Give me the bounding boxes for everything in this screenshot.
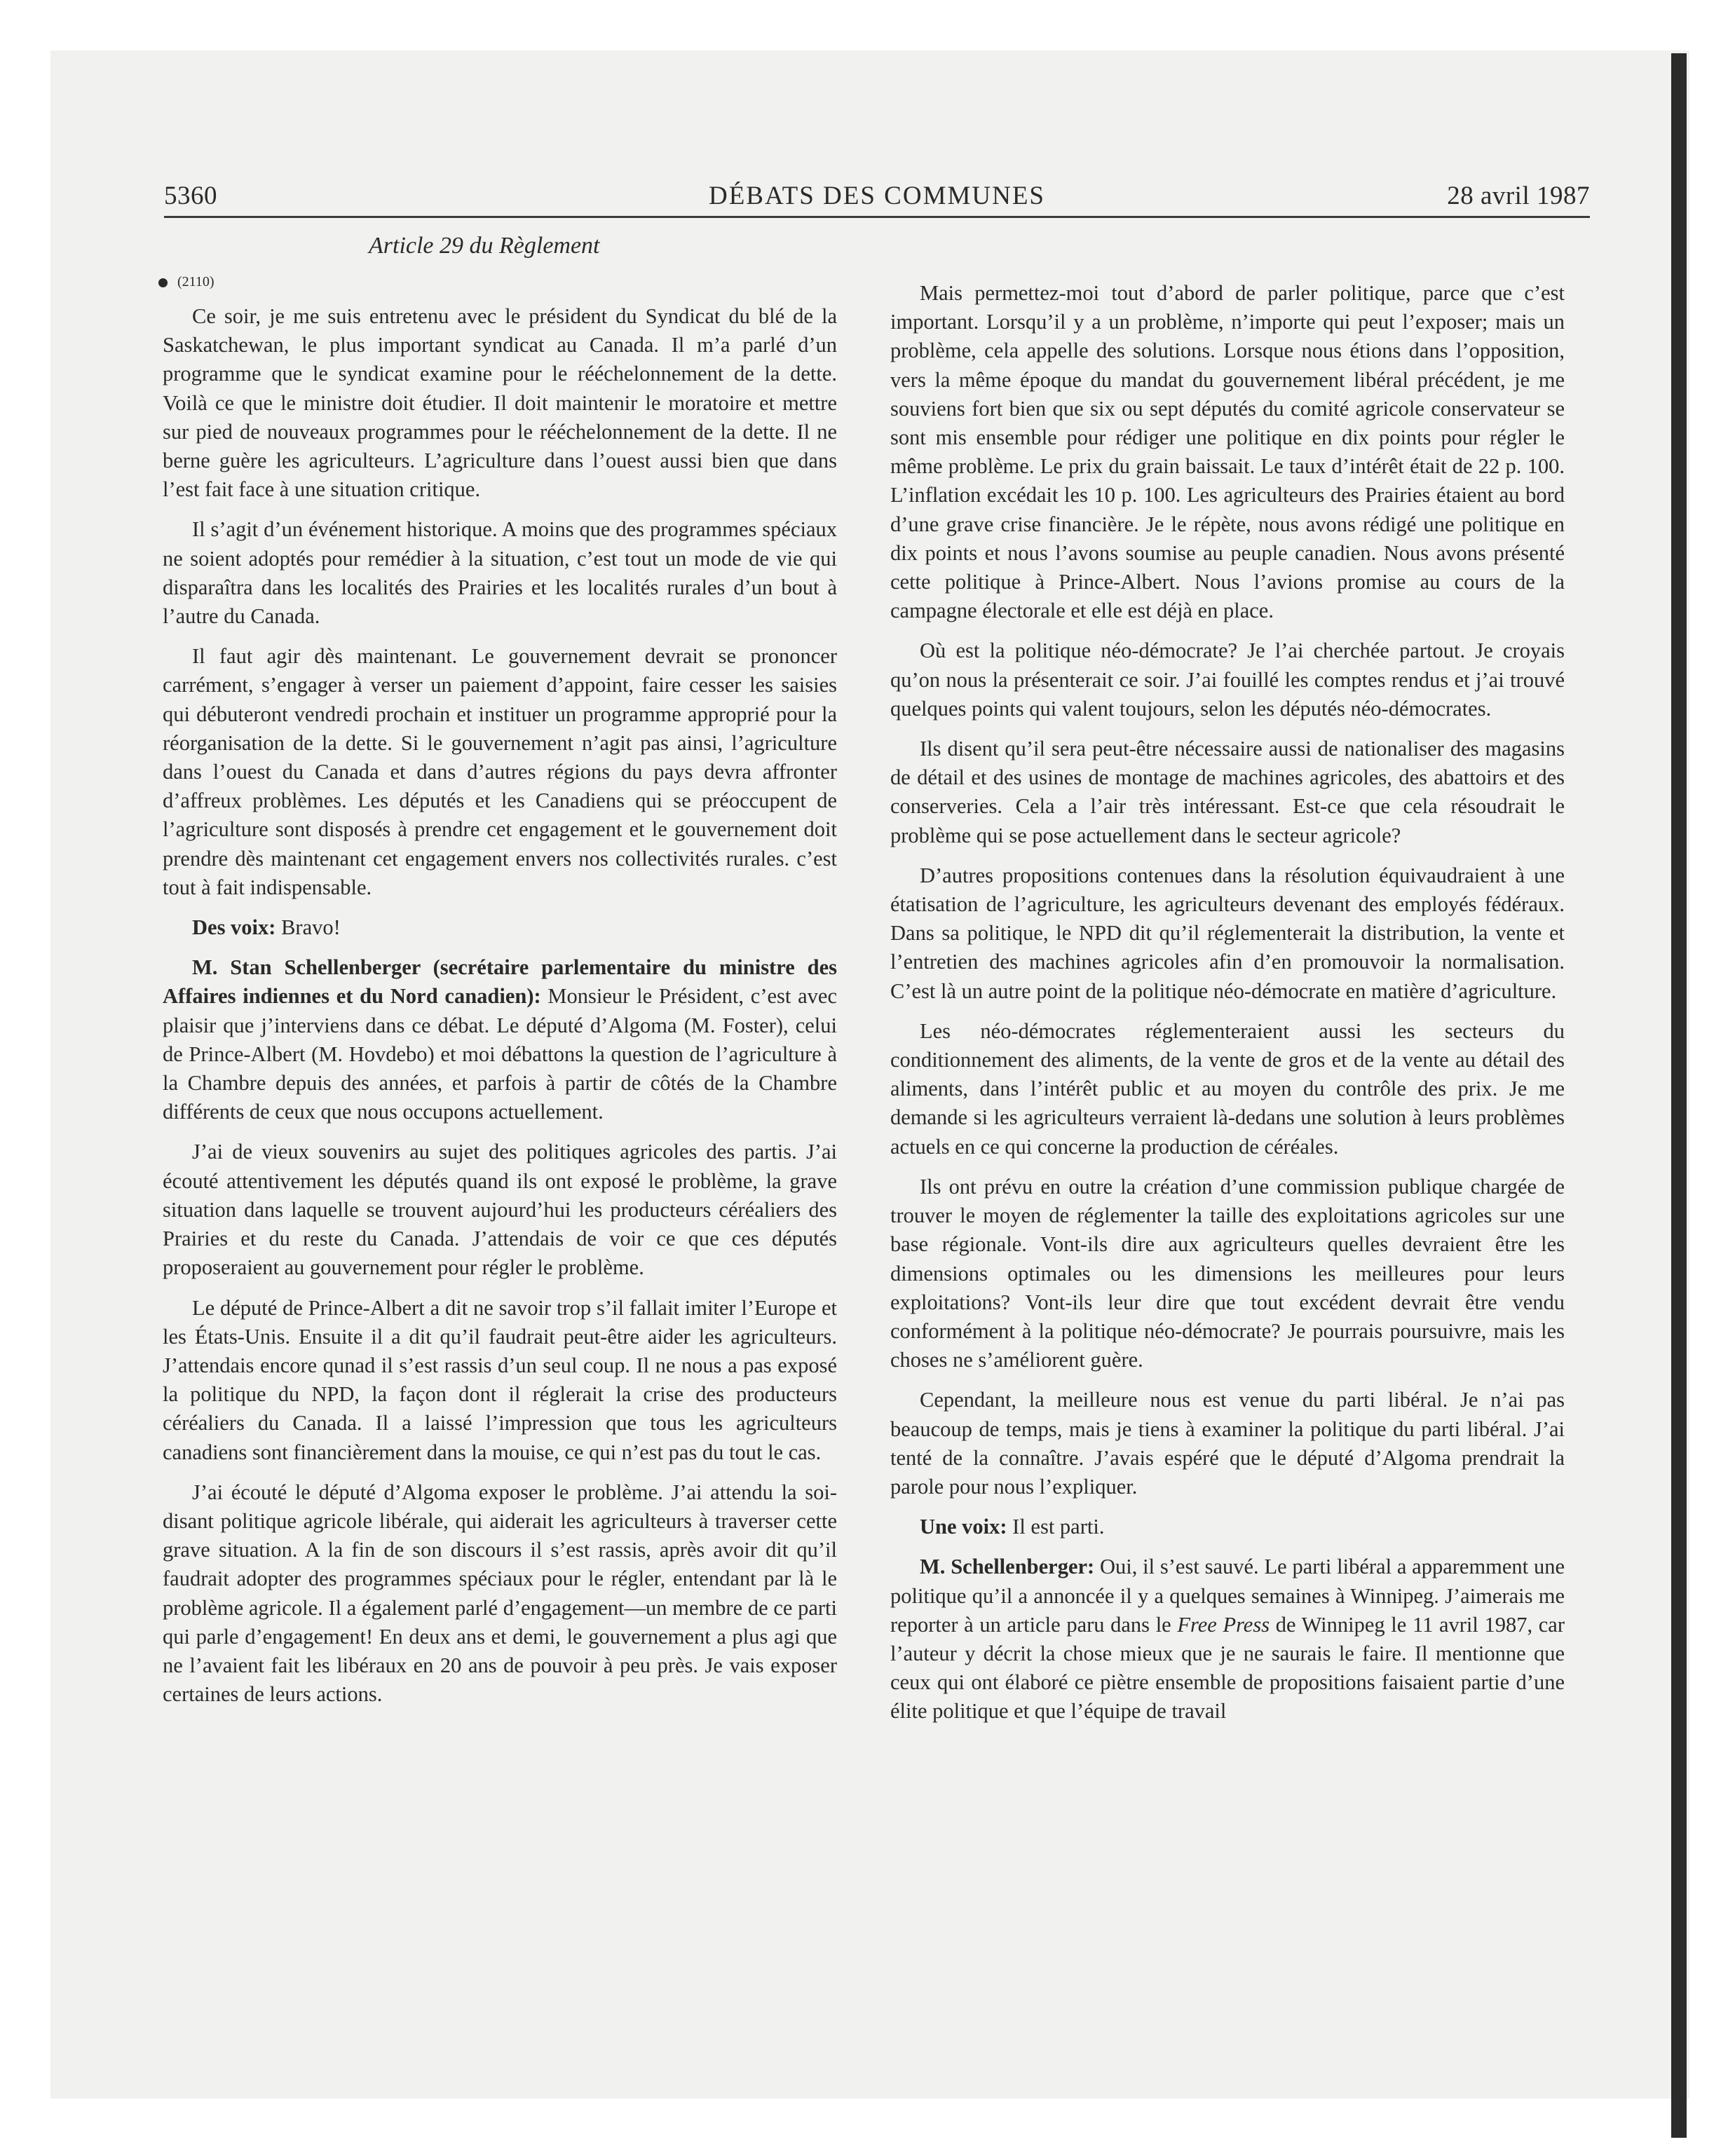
paragraph: D’autres propositions contenues dans la résolution équivaudraient à une étatisation de l’agriculture, les agriculteurs devenant des employés fédéraux. Dans sa politique, le NPD dit qu’il réglementerait la distribution, la vente et l’entretien des machines agricoles afin d’en promouvoir la normalisation. C’est là un autre point de la politique néo-démocrate en matière d’agriculture. <box>890 863 1565 1003</box>
time-stamp: (2110) <box>177 274 215 289</box>
speech-paragraph <box>890 1553 1565 1726</box>
paragraph: Le député de Prince-Albert a dit ne savoir trop s’il fallait imiter l’Europe et les États-Unis. Ensuite il a dit qu’il faudrait peut-être aider les agriculteurs. J’attendais encore qunad il s’est rassis d’un seul coup. Il ne nous a pas exposé la politique du NPD, la façon dont il réglerait la crise des producteurs céréaliers du Canada. Il a laissé l’impression que tous les agriculteurs canadiens sont financièrement dans la mouise, ce qui n’est pas du tout le cas. <box>163 1295 837 1464</box>
right-column <box>890 279 1565 1738</box>
speech-text: de Winnipeg le 11 avril 1987, car l’auteur y décrit la chose mieux que je ne saurais le faire. Il mentionne que ceux qui ont élaboré ce piètre ensemble de propositions faisaient partie d’une élite politique et que l’équipe de travail <box>890 1612 1565 1724</box>
speech-text: Bravo! <box>275 915 341 940</box>
rubric-heading: Article 29 du Règlement <box>369 233 600 259</box>
binding-edge <box>1671 53 1687 2138</box>
speaker-name: Des voix: <box>192 915 276 940</box>
page-header <box>164 181 1590 218</box>
paragraph: Il s’agit d’un événement historique. A moins que des programmes spéciaux ne soient adoptés pour remédier à la situation, c’est tout un mode de vie qui disparaîtra dans les localités des Prairies et les localités rurales d’un bout à l’autre du Canada. <box>163 517 837 629</box>
paragraph: Les néo-démocrates réglementeraient aussi les secteurs du conditionnement des aliments, de la vente de gros et de la vente au détail des aliments, dans l’intérêt public et au moyen du contrôle des prix. Je me demande si les agriculteurs verraient là-dedans une solution à leurs problèmes actuels en ce qui concerne la production de céréales. <box>890 1018 1565 1159</box>
paragraph: Où est la politique néo-démocrate? Je l’ai cherchée partout. Je croyais qu’on nous la présenterait ce soir. J’ai fouillé les comptes rendus et j’ai trouvé quelques points qui valent toujours, selon les députés néo-démocrates. <box>890 639 1565 721</box>
paragraph: Cependant, la meilleure nous est venue du parti libéral. Je n’ai pas beaucoup de temps, mais je tiens à examiner la politique du parti libéral. J’ai tenté de la connaître. J’avais espéré que le député d’Algoma prendrait la parole pour nous l’expliquer. <box>890 1388 1565 1499</box>
speaker-name: Une voix: <box>920 1515 1007 1539</box>
paragraph: Ils disent qu’il sera peut-être nécessaire aussi de nationaliser des magasins de détail et des usines de montage de machines agricoles, des abattoirs et des conserveries. Cela a l’air très intéressant. Est-ce que cela résoudrait le problème qui se pose actuellement dans le secteur agricole? <box>890 737 1565 847</box>
speech-paragraph <box>163 913 837 942</box>
speaker-name: M. Schellenberger: <box>920 1555 1095 1579</box>
speech-paragraph <box>163 953 837 1126</box>
time-marker <box>158 270 837 294</box>
left-column <box>163 231 837 1720</box>
paragraph: J’ai écouté le député d’Algoma exposer le problème. J’ai attendu la soi-disant politique agricole libérale, qui aiderait les agriculteurs à traverser cette grave situation. A la fin de son discours il s’est rassis, après avoir dit qu’il faudrait adopter des programmes spéciaux pour le régler, entendant par là le problème agricole. Il a également parlé d’engagement—un membre de ce parti qui parle d’engagement! En deux ans et demi, le gouvernement a plus agi que ne l’avaient fait les libéraux en 20 ans de pouvoir à peu près. Je vais exposer certaines de leurs actions. <box>163 1480 837 1707</box>
paragraph: J’ai de vieux souvenirs au sujet des politiques agricoles des partis. J’ai écouté attentivement les députés quand ils ont exposé le problème, la grave situation dans laquelle se trouvent aujourd’hui les producteurs céréaliers des Prairies et du reste du Canada. J’attendais de voir ce que ces députés proposeraient au gouvernement pour régler le problème. <box>163 1140 837 1280</box>
bullet-icon <box>158 278 168 287</box>
newspaper-title: Free Press <box>1177 1612 1270 1637</box>
paragraph: Ce soir, je me suis entretenu avec le président du Syndicat du blé de la Saskatchewan, le plus important syndicat au Canada. Il m’a parlé d’un programme que le syndicat examine pour le rééchelonnement de la dette. Voilà ce que le ministre doit étudier. Il doit maintenir le moratoire et mettre sur pied de nouveaux programmes pour le rééchelonnement de la dette. Il ne berne guère les agriculteurs. L’agriculture dans l’ouest aussi bien que dans l’est fait face à une situation critique. <box>163 304 837 502</box>
speech-text: Monsieur le Président, c’est avec plaisir que j’interviens dans ce débat. Le député d’Algoma (M. Foster), celui de Prince-Albert (M. Hovdebo) et moi débattons la question de l’agriculture à la Chambre depuis des années, et parfois à partir de côtés de la Chambre différents de ceux que nous occupons actuellement. <box>163 984 837 1124</box>
sitting-date: 28 avril 1987 <box>1447 182 1590 210</box>
speech-text: Oui, il s’est sauvé. Le parti libéral a apparemment une politique qu’il a annoncée il y a quelques semaines à Winnipeg. J’aimerais me reporter à un article paru dans le <box>890 1555 1565 1637</box>
paragraph: Il faut agir dès maintenant. Le gouvernement devrait se prononcer carrément, s’engager à verser un paiement d’appoint, faire cesser les saisies qui débuteront vendredi prochain et instituer un programme approprié pour la réorganisation de la dette. Si le gouvernement n’agit pas ainsi, l’agriculture dans l’ouest du Canada et dans d’autres régions du pays devra affronter d’affreux problèmes. Les députés et les Canadiens qui se préoccupent de l’agriculture sont disposés à prendre cet engagement et le gouvernement doit prendre dès maintenant cet engagement envers nos collectivités rurales. c’est tout à fait indispensable. <box>163 644 837 899</box>
page-number: 5360 <box>164 182 217 210</box>
paragraph: Ils ont prévu en outre la création d’une commission publique chargée de trouver le moyen de réglementer la taille des exploitations agricoles sur une base régionale. Vont-ils dire aux agriculteurs quelles devraient être les dimensions optimales ou les dimensions les meilleures pour leurs exploitations? Vont-ils leur dire que tout excédent devrait être vendu conformément à la politique néo-démocrate? Je pourrais poursuivre, mais les choses ne s’améliorent guère. <box>890 1174 1565 1372</box>
speaker-name: M. Stan Schellenberger (secrétaire parlementaire du ministre des Affaires indiennes et du Nord canadien): <box>163 955 837 1009</box>
publication-title: DÉBATS DES COMMUNES <box>708 182 1045 210</box>
speech-text: Il est parti. <box>1007 1515 1105 1539</box>
speech-paragraph <box>890 1513 1565 1541</box>
paragraph: Mais permettez-moi tout d’abord de parler politique, parce que c’est important. Lorsqu’il y a un problème, n’importe qui peut l’exposer; mais un problème, cela appelle des solutions. Lorsque nous étions dans l’opposition, vers la même époque du mandat du gouvernement libéral précédent, je me souviens fort bien que six ou sept députés du comité agricole conservateur se sont mis ensemble pour rédiger une politique en dix points pour régler le même problème. Le prix du grain baissait. Le taux d’intérêt était de 22 p. 100. L’inflation excédait les 10 p. 100. Les agriculteurs des Prairies étaient au bord d’une grave crise financière. Je le répète, nous avons rédigé une politique en dix points et nous l’avons soumise au peuple canadien. Nous avons présenté cette politique à Prince-Albert. Nous l’avions promise au cours de la campagne électorale et elle est déjà en place. <box>890 281 1565 623</box>
